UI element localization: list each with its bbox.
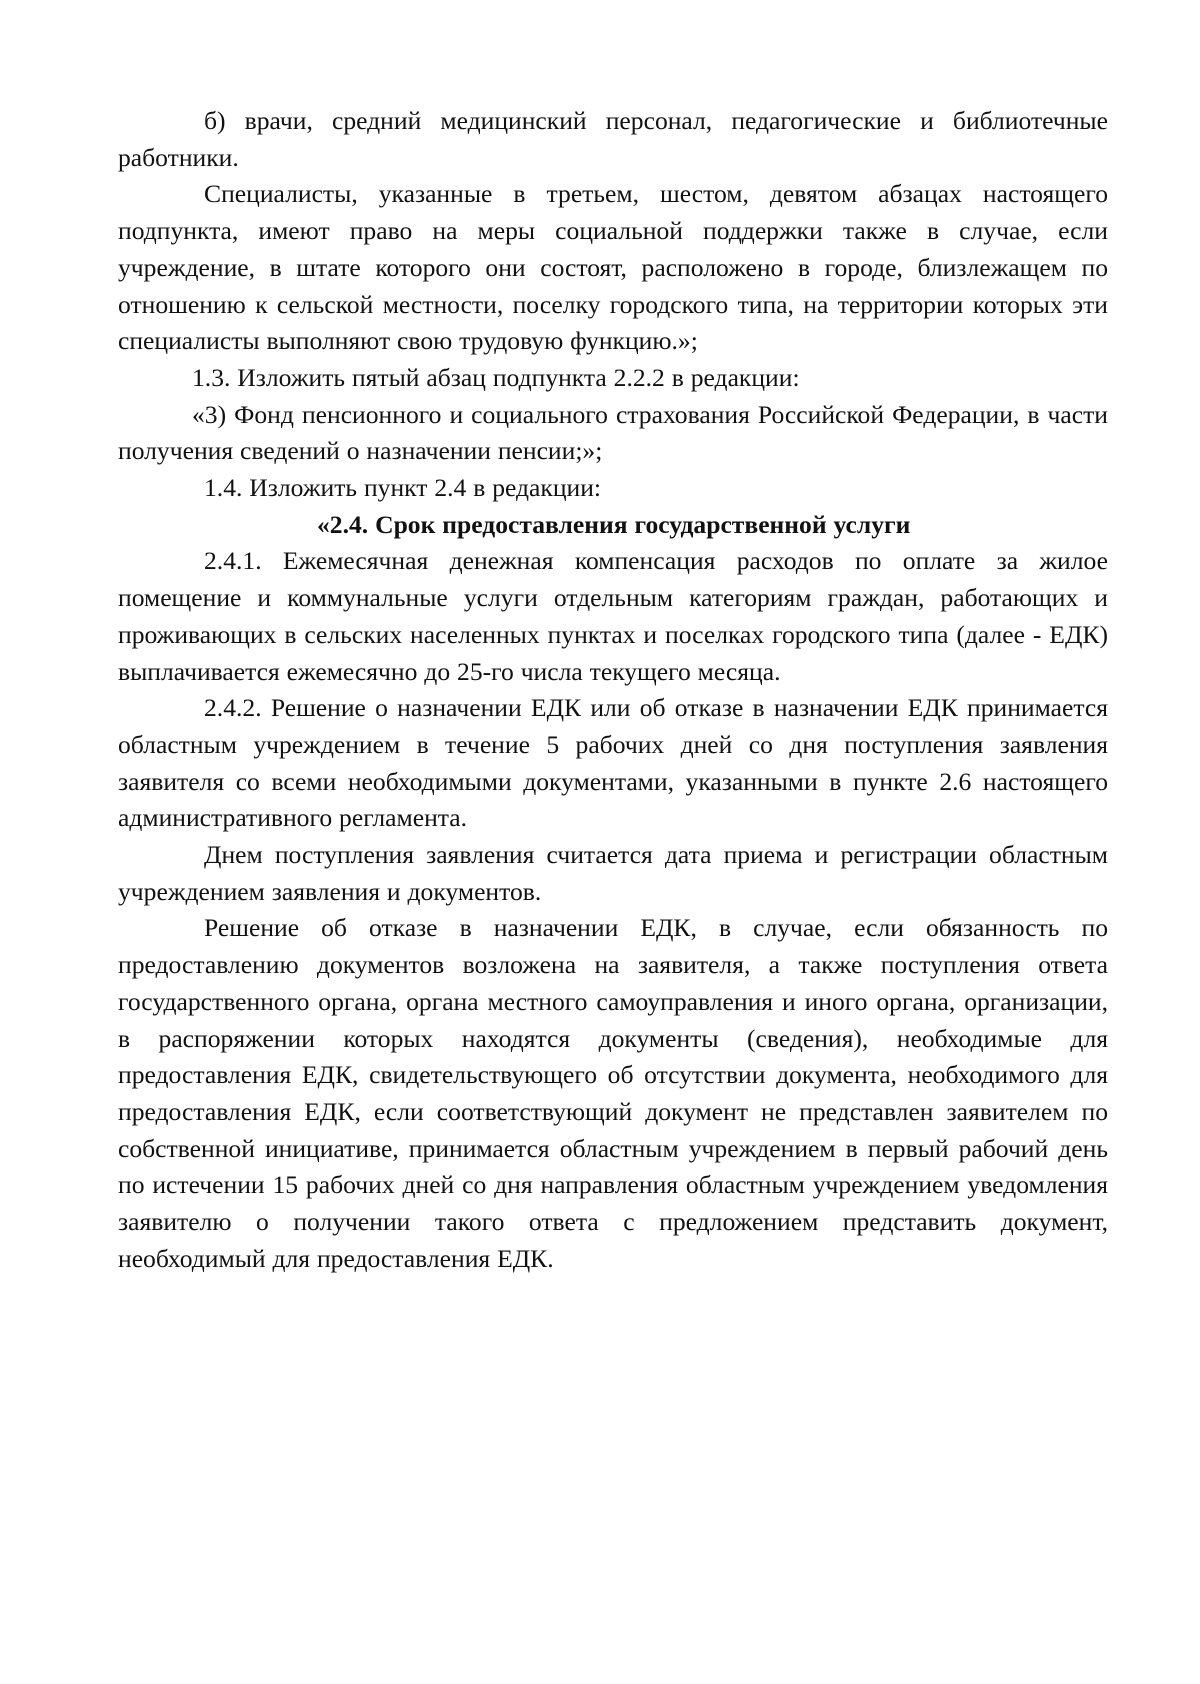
paragraph-fund-quote: «3) Фонд пенсионного и социального страхования Российской Федерации, в части получения сведений о назначении пенсии;»;: [118, 399, 1108, 466]
paragraph-refusal-decision: Решение об отказе в назначении ЕДК, в случае, если обязанность по предоставлению документов возложена на заявителя, а также поступления ответа государственного органа, органа местного самоуправления и иного органа, организации, в распоряжении которых находятся документы (сведения), необходимые для предоставления ЕДК, свидетельствующего об отсутствии документа, необходимого для предоставления ЕДК, если соответствующий документ не представлен заявителем по собственной инициативе, принимается областным учреждением в первый рабочий день по истечении 15 рабочих дней со дня направления областным учреждением уведомления заявителю о получении такого ответа с предложением представить документ, необходимый для предоставления ЕДК.: [118, 913, 1108, 1273]
paragraph-specialists: Специалисты, указанные в третьем, шестом, девятом абзацах настоящего подпункта, имеют право на меры социальной поддержки также в случае, если учреждение, в штате которого они состоят, расположено в городе, близлежащем по отношению к сельской местности, поселку городского типа, на территории которых эти специалисты выполняют свою трудовую функцию.»;: [118, 179, 1108, 356]
paragraph-b-doctors: б) врачи, средний медицинский персонал, педагогические и библиотечные работники.: [118, 106, 1108, 172]
paragraph-2-4-1: 2.4.1. Ежемесячная денежная компенсация расходов по оплате за жилое помещение и коммунальные услуги отдельным категориям граждан, работающих и проживающих в сельских населенных пунктах и поселках городского типа (далее - ЕДК) выплачивается ежемесячно до 25-го числа текущего месяца.: [118, 546, 1108, 686]
section-heading-2-4: «2.4. Срок предоставления государственной услуги: [317, 509, 911, 539]
document-body: [118, 103, 1108, 1278]
paragraph-1-4: 1.4. Изложить пункт 2.4 в редакции:: [204, 473, 602, 503]
paragraph-receipt-date: Днем поступления заявления считается дата приема и регистрации областным учреждением заявления и документов.: [118, 840, 1108, 906]
paragraph-2-4-2: 2.4.2. Решение о назначении ЕДК или об отказе в назначении ЕДК принимается областным учреждением в течение 5 рабочих дней со дня поступления заявления заявителя со всеми необходимыми документами, указанными в пункте 2.6 настоящего административного регламента.: [118, 693, 1108, 833]
paragraph-1-3: 1.3. Изложить пятый абзац подпункта 2.2.2 в редакции:: [192, 362, 800, 392]
